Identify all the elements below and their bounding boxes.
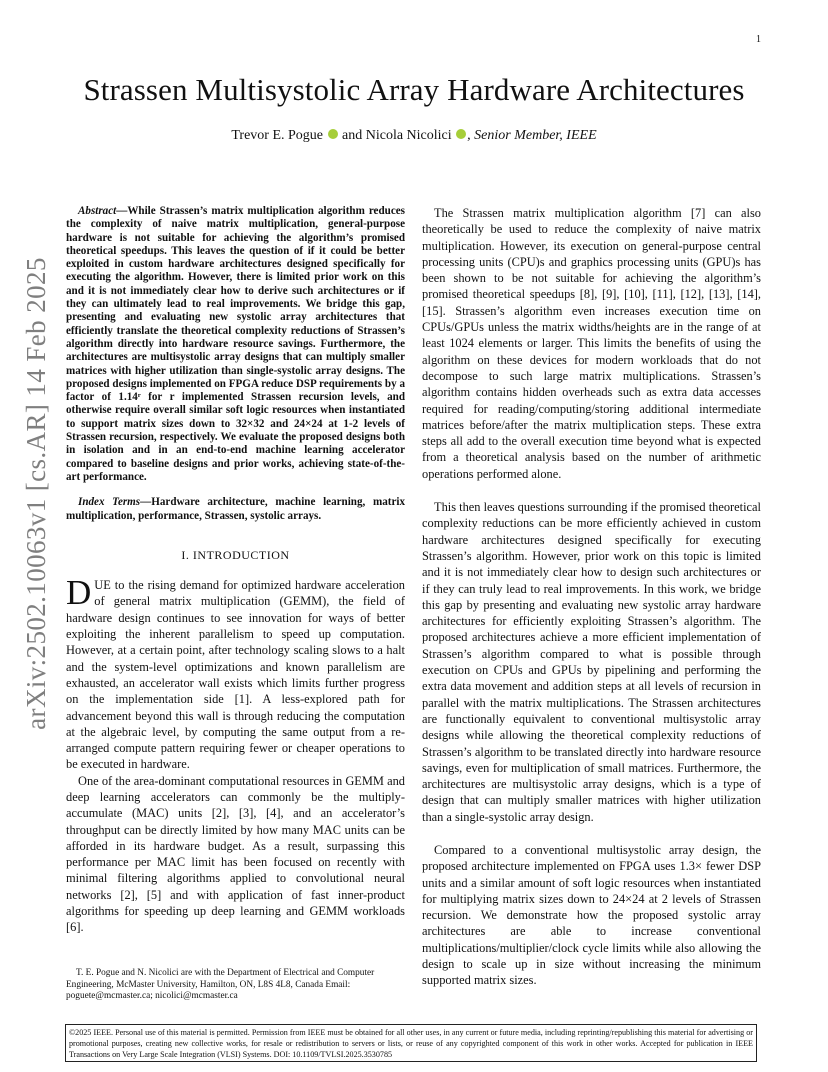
index-terms-text: —Hardware architecture, machine learning, matrix multiplication, performance, Strassen, systolic arrays. bbox=[66, 496, 406, 522]
author-line bbox=[0, 128, 828, 144]
right-paragraph-1: The Strassen matrix multiplication algorithm [7] can also theoretically be used to reduce the complexity of naive matrix multiplication. However, its execution on general-purpose central processing units (CPU)s and graphics processing units (GPU)s has been shown to be not suitable for achieving the algorithm’s promised theoretical speedups [8], [9], [10], [11], [12], [13], [14], [15]. Strassen’s algorithm even increases execution time on CPUs/GPUs unless the matrix widths/heights are in the range of at least 1024 elements or larger. This limits the benefits of using the algorithm on these devices for modern workloads that do not decompose to such large matrix multiplications. Strassen’s algorithm contains hidden overheads such as extra data accesses required for reading/computing/storing additional intermediate matrices before/after the matrix multiplication steps. These extra steps all add to the overall execution time beyond what is expected from a theoretical analysis based on the number of arithmetic operations performed alone. bbox=[422, 206, 761, 481]
paper-title: Strassen Multisystolic Array Hardware Architectures bbox=[83, 72, 745, 107]
author-footnote: T. E. Pogue and N. Nicolici are with the Department of Electrical and Computer Engineering, McMaster University, Hamilton, ON, L8S 4L8, Canada Email: poguete@mcmaster.ca; nicolici@mcmaster.ca bbox=[66, 968, 375, 1002]
left-column bbox=[66, 205, 405, 936]
right-paragraph-2: This then leaves questions surrounding if the promised theoretical complexity reductions can be more efficiently achieved in custom hardware architectures designed specifically for executing Strassen’s algorithm. However, prior work on this topic is limited and it is not immediately clear how to design such architectures or if they can truly lead to real improvements. In this work, we bridge this gap by presenting and evaluating new systolic array hardware architectures for efficiently exploiting Strassen’s algorithm. The proposed architectures achieve a more efficient implementation of Strassen’s algorithm compared to what is possible through execution on CPUs and GPUs by pipelining and performing the extra data movement and addition steps at all levels of recursion in parallel with the matrix multiplications. The Strassen architectures are functionally equivalent to conventional multisystolic array designs while allowing the theoretical complexity reductions of Strassen’s algorithm to be translated directly into hardware resource savings, even for multiplication of small matrices. Furthermore, the architectures are multisystolic array designs, which is a type of design that can multiply smaller matrices with higher utilization than a single-systolic array design. bbox=[422, 500, 761, 824]
author-second: Nicola Nicolici bbox=[365, 128, 452, 143]
orcid-icon[interactable] bbox=[456, 129, 466, 139]
abstract-text: —While Strassen’s matrix multiplication algorithm reduces the complexity of naive matrix multiplication, general-purpose hardware is not suitable for achieving the algorithm’s promised theoretical speedups. This leaves the question of if it could be better exploited in custom hardware architectures designed specifically for executing the algorithm. However, there is limited prior work on this and it is not immediately clear how to derive such architectures or if they can ultimately lead to real improvements. We bridge this gap, presenting and evaluating new systolic array architectures that efficiently translate the theoretical complexity reductions of Strassen’s algorithm directly into hardware resource savings. Furthermore, the architectures are multisystolic array designs that can multiply smaller matrices with higher utilization than single-systolic array designs. The proposed designs implemented on FPGA reduce DSP requirements by a factor of 1.14ʳ for r implemented Strassen recursion levels, and otherwise require overall similar soft logic resources when instantiated to support matrix sizes down to 32×32 and 24×24 at 1-2 levels of Strassen recursion, respectively. We evaluate the proposed designs both in isolation and in an end-to-end machine learning accelerator compared to baseline designs and prior works, achieving state-of-the-art performance. bbox=[66, 205, 405, 483]
page-number: 1 bbox=[756, 34, 761, 45]
author-first: Trevor E. Pogue bbox=[231, 128, 324, 143]
intro-paragraph-1 bbox=[66, 573, 405, 773]
drop-cap: D bbox=[66, 573, 92, 613]
section-heading: I. INTRODUCTION bbox=[181, 547, 290, 562]
intro-paragraph-2: One of the area-dominant computational resources in GEMM and deep learning accelerators can commonly be the multiply-accumulate (MAC) units [2], [3], [4], and an accelerator’s throughput can be directly limited by how many MAC units can be afforded in its hardware budget. As a result, surpassing this performance per MAC limit has been focused on recently with minimal filtering algorithms applied to convolutional neural networks [2], [5] and with application of fast inner-product algorithms for speeding up deep learning and GEMM workloads [6]. bbox=[66, 773, 405, 935]
copyright-notice: ©2025 IEEE. Personal use of this material is permitted. Permission from IEEE must be obtained for all other uses, in any current or future media, including reprinting/republishing this material for advertising or promotional purposes, creating new collective works, for resale or redistribution to servers or lists, or reuse of any copyrighted component of this work in other works. Accepted for publication in IEEE Transactions on Very Large Scale Integration (VLSI) Systems. DOI: 10.1109/TVLSI.2025.3530785 bbox=[65, 1024, 757, 1062]
author-and: and bbox=[342, 128, 363, 143]
author-membership: , Senior Member, IEEE bbox=[467, 128, 597, 143]
arxiv-stamp-text: arXiv:2502.10063v1 [cs.AR] 14 Feb 2025 bbox=[20, 256, 51, 730]
orcid-icon[interactable] bbox=[328, 129, 338, 139]
right-column bbox=[422, 205, 761, 1006]
index-terms-label: Index Terms bbox=[78, 496, 141, 509]
intro-paragraph-1-text: UE to the rising demand for optimized hardware acceleration of general matrix multiplication (GEMM), the field of hardware design continues to see innovation for ways of better exploiting the inherent parallelism to speed up computation. However, at a certain point, after technology scaling slows to a halt and the system-level optimizations and known parallelism are exhausted, an accelerator wall exists which limits further progress on the implementation side [1]. A less-explored path for advancement beyond this wall is through reducing the computation at the algebraic level, by computing the same output from a re-arranged compute pattern requiring fewer or cheaper operations to be executed in hardware. bbox=[66, 578, 405, 772]
arxiv-stamp bbox=[20, 258, 52, 728]
abstract bbox=[66, 205, 405, 484]
right-paragraph-3: Compared to a conventional multisystolic array design, the proposed architecture implemented on FPGA uses 1.3× fewer DSP units and a similar amount of soft logic resources when instantiated for multiplying matrix sizes down to 24×24 at 2 levels of Strassen recursion. We demonstrate how the proposed systolic array architectures are able to increase conventional multiplications/multiplier/clock cycle limits while also allowing the design to scale up in size without increasing the minimum supported matrix sizes. bbox=[422, 842, 761, 988]
abstract-label: Abstract bbox=[78, 205, 117, 217]
index-terms bbox=[66, 496, 405, 523]
